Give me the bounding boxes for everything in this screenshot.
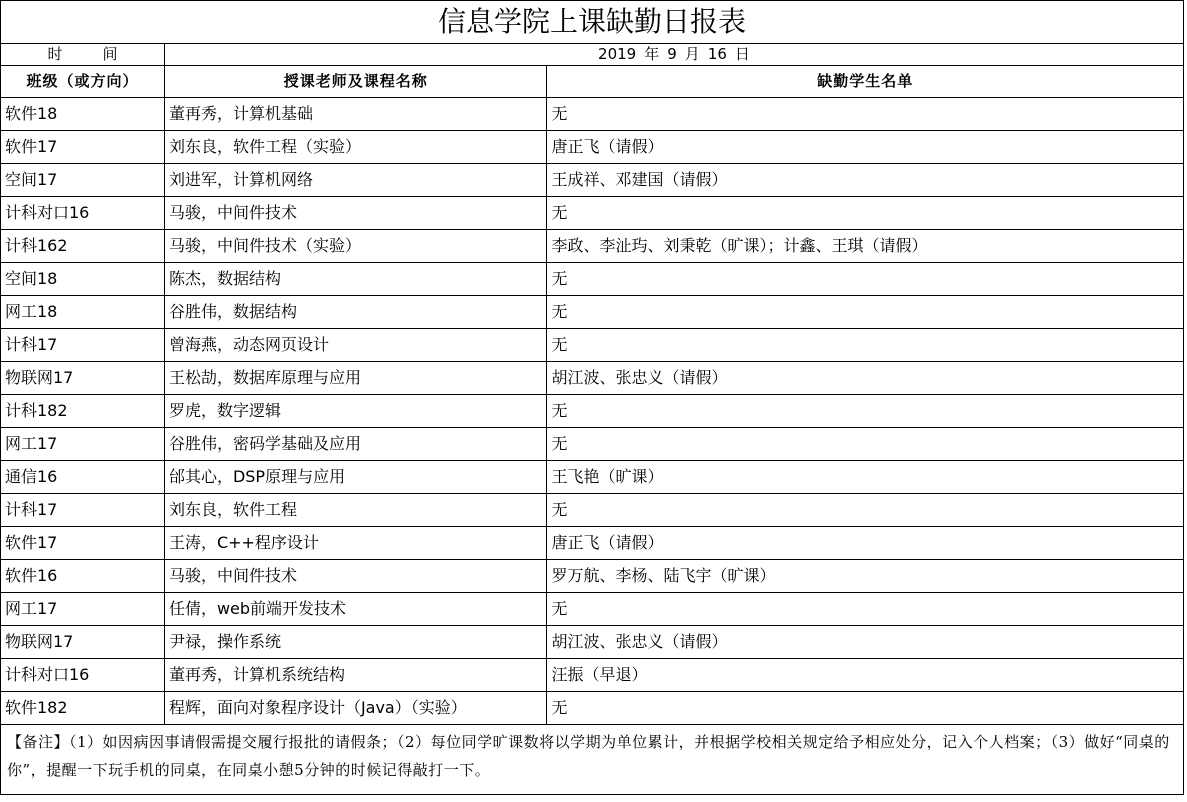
- class-cell: 计科182: [1, 395, 165, 428]
- time-label-cell: [1, 44, 165, 66]
- teacher-course-cell: 邰其心，DSP原理与应用: [164, 461, 547, 494]
- report-title: 信息学院上课缺勤日报表: [1, 1, 1184, 44]
- teacher-course-cell: 马骏，中间件技术（实验）: [164, 230, 547, 263]
- absent-students-cell: 胡江波、张忠义（请假）: [547, 626, 1184, 659]
- absent-students-cell: 王飞艳（旷课）: [547, 461, 1184, 494]
- class-cell: 软件182: [1, 692, 165, 725]
- absent-students-cell: 胡江波、张忠义（请假）: [547, 362, 1184, 395]
- table-row: [1, 230, 1184, 263]
- header-row: [1, 66, 1184, 98]
- teacher-course-cell: 刘进军，计算机网络: [164, 164, 547, 197]
- table-row: [1, 494, 1184, 527]
- table-row: [1, 626, 1184, 659]
- table-row: [1, 560, 1184, 593]
- absent-students-cell: 无: [547, 98, 1184, 131]
- teacher-course-cell: 陈杰，数据结构: [164, 263, 547, 296]
- teacher-course-cell: 曾海燕，动态网页设计: [164, 329, 547, 362]
- absent-students-cell: 唐正飞（请假）: [547, 527, 1184, 560]
- class-cell: 物联网17: [1, 626, 165, 659]
- time-label: 时间: [47, 45, 158, 63]
- absent-students-cell: 无: [547, 329, 1184, 362]
- class-cell: 计科17: [1, 329, 165, 362]
- teacher-course-cell: 谷胜伟，数据结构: [164, 296, 547, 329]
- table-row: [1, 659, 1184, 692]
- teacher-course-cell: 王涛，C++程序设计: [164, 527, 547, 560]
- class-cell: 计科对口16: [1, 659, 165, 692]
- class-cell: 软件16: [1, 560, 165, 593]
- class-cell: 网工17: [1, 593, 165, 626]
- table-row: [1, 98, 1184, 131]
- teacher-course-cell: 程辉，面向对象程序设计（Java）（实验）: [164, 692, 547, 725]
- absent-students-cell: 无: [547, 395, 1184, 428]
- absent-students-cell: 罗万航、李杨、陆飞宇（旷课）: [547, 560, 1184, 593]
- teacher-course-cell: 任倩，web前端开发技术: [164, 593, 547, 626]
- class-cell: 网工18: [1, 296, 165, 329]
- absent-students-cell: 无: [547, 692, 1184, 725]
- table-row: [1, 395, 1184, 428]
- table-row: [1, 461, 1184, 494]
- date-day-unit: 日: [734, 45, 750, 63]
- date-month-unit: 月: [684, 45, 700, 63]
- table-row: [1, 593, 1184, 626]
- teacher-course-cell: 董再秀，计算机系统结构: [164, 659, 547, 692]
- teacher-course-cell: 谷胜伟，密码学基础及应用: [164, 428, 547, 461]
- class-cell: 物联网17: [1, 362, 165, 395]
- absent-students-cell: 无: [547, 593, 1184, 626]
- table-row: [1, 527, 1184, 560]
- absent-students-cell: 王成祥、邓建国（请假）: [547, 164, 1184, 197]
- table-row: [1, 329, 1184, 362]
- class-cell: 计科对口16: [1, 197, 165, 230]
- teacher-course-cell: 刘东良，软件工程: [164, 494, 547, 527]
- table-row: [1, 263, 1184, 296]
- table-row: [1, 692, 1184, 725]
- date-row: [1, 44, 1184, 66]
- date-day: 16: [707, 45, 727, 63]
- note-text: 【备注】（1）如因病因事请假需提交履行报批的请假条；（2）每位同学旷课数将以学期为单位累计，并根据学校相关规定给予相应处分，记入个人档案；（3）做好“同桌的你”，提醒一下玩手机的同桌，在同桌小憩5分钟的时候记得敲打一下。: [1, 725, 1184, 795]
- date-year-unit: 年: [644, 45, 660, 63]
- header-class: 班级（或方向）: [1, 66, 165, 98]
- class-cell: 计科162: [1, 230, 165, 263]
- table-row: [1, 428, 1184, 461]
- class-cell: 通信16: [1, 461, 165, 494]
- teacher-course-cell: 刘东良，软件工程（实验）: [164, 131, 547, 164]
- absent-students-cell: 无: [547, 494, 1184, 527]
- teacher-course-cell: 董再秀，计算机基础: [164, 98, 547, 131]
- class-cell: 空间17: [1, 164, 165, 197]
- header-absent-students: 缺勤学生名单: [547, 66, 1184, 98]
- table-row: [1, 296, 1184, 329]
- table-row: [1, 131, 1184, 164]
- absent-students-cell: 无: [547, 428, 1184, 461]
- table-row: [1, 164, 1184, 197]
- absent-students-cell: 无: [547, 197, 1184, 230]
- class-cell: 空间18: [1, 263, 165, 296]
- teacher-course-cell: 王松劼，数据库原理与应用: [164, 362, 547, 395]
- teacher-course-cell: 罗虎，数字逻辑: [164, 395, 547, 428]
- teacher-course-cell: 马骏，中间件技术: [164, 560, 547, 593]
- absent-students-cell: 汪振（早退）: [547, 659, 1184, 692]
- absent-students-cell: 无: [547, 263, 1184, 296]
- teacher-course-cell: 尹禄，操作系统: [164, 626, 547, 659]
- header-teacher-course: 授课老师及课程名称: [164, 66, 547, 98]
- title-row: [1, 1, 1184, 44]
- date-year: 2019: [598, 45, 637, 63]
- teacher-course-cell: 马骏，中间件技术: [164, 197, 547, 230]
- table-row: [1, 197, 1184, 230]
- absent-students-cell: 李政、李沚玙、刘秉乾（旷课）；计鑫、王琪（请假）: [547, 230, 1184, 263]
- date-cell: [164, 44, 1183, 66]
- class-cell: 软件17: [1, 131, 165, 164]
- class-cell: 软件17: [1, 527, 165, 560]
- table-row: [1, 362, 1184, 395]
- note-row: [1, 725, 1184, 795]
- class-cell: 计科17: [1, 494, 165, 527]
- absent-students-cell: 无: [547, 296, 1184, 329]
- absent-students-cell: 唐正飞（请假）: [547, 131, 1184, 164]
- date-month: 9: [667, 45, 677, 63]
- class-cell: 网工17: [1, 428, 165, 461]
- class-cell: 软件18: [1, 98, 165, 131]
